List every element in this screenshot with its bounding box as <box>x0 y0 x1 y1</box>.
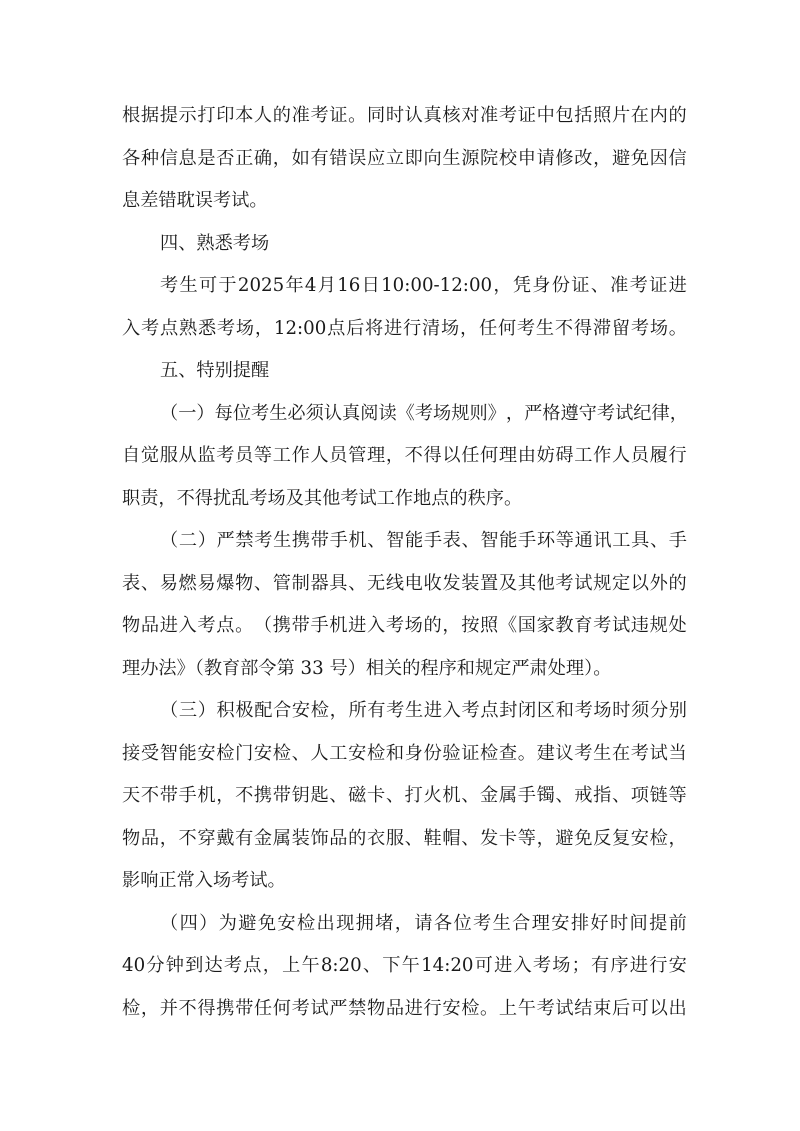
text-line: 物 品 ， 不 穿 戴 有 金 属 装 饰 品 的 衣 服 、 鞋 帽 、 发 卡 等 ， 避 免 反 复 安 检 ， <box>122 827 687 849</box>
text-line: （ 一 ） 每 位 考 生 必 须 认 真 阅 读 《 考 场 规 则 》 ， 严 格 遵 守 考 试 纪 律 ， <box>160 402 688 424</box>
text-line: 职责，不得扰乱考场及其他考试工作地点的秩序。 <box>122 487 523 509</box>
text-line: 物 品 进 入 考 点 。 （ 携 带 手 机 进 入 考 场 的 ， 按 照 《 国 家 教 育 考 试 违 规 处 <box>122 615 687 636</box>
text-line: 各 种 信 息 是 否 正 确 ， 如 有 错 误 应 立 即 向 生 源 院 校 申 请 修 改 ， 避 免 因 信 <box>122 147 687 169</box>
text-line: 理办法》（教育部令第 33 号）相关的程序和规定严肃处理）。 <box>122 657 612 679</box>
text-line: 息差错耽误考试。 <box>122 190 268 211</box>
text-line: 自 觉 服 从 监 考 员 等 工 作 人 员 管 理 ， 不 得 以 任 何 理 由 妨 碍 工 作 人 员 履 行 <box>122 445 687 466</box>
paragraph-admission-continued <box>122 100 687 228</box>
paragraph-section-4 <box>122 270 687 355</box>
text-line: 接 受 智 能 安 检 门 安 检 、 人 工 安 检 和 身 份 验 证 检 查 。 建 议 考 生 在 考 试 当 <box>122 742 687 764</box>
text-line: 入 考 点 熟 悉 考 场 ， 12:00 点 后 将 进 行 清 场 ， 任 何 考 生 不 得 滞 留 考 场 。 <box>122 317 687 339</box>
paragraph-item-4 <box>122 908 687 1036</box>
text-line: （ 二 ） 严 禁 考 生 携 带 手 机 、 智 能 手 表 、 智 能 手 环 等 通 讯 工 具 、 手 <box>160 530 687 551</box>
text-line: 考 生 可 于 2025 年 4 月 16 日 10:00-12:00 ， 凭 身 份 证 、 准 考 证 进 <box>160 275 687 296</box>
section-heading-5: 五、特别提醒 <box>160 360 270 381</box>
text-line: （ 四 ） 为 避 免 安 检 出 现 拥 堵 ， 请 各 位 考 生 合 理 安 排 好 时 间 提 前 <box>160 912 687 934</box>
text-line: 天 不 带 手 机 ， 不 携 带 钥 匙 、 磁 卡 、 打 火 机 、 金 属 手 镯 、 戒 指 、 项 链 等 <box>122 785 687 806</box>
paragraph-item-2 <box>122 525 687 695</box>
text-line: 根 据 提 示 打 印 本 人 的 准 考 证 。 同 时 认 真 核 对 准 考 证 中 包 括 照 片 在 内 的 <box>122 105 687 126</box>
text-line: 表 、 易 燃 易 爆 物 、 管 制 器 具 、 无 线 电 收 发 装 置 及 其 他 考 试 规 定 以 外 的 <box>122 572 687 594</box>
document-page <box>122 100 687 1035</box>
text-line: 影响正常入场考试。 <box>122 870 286 891</box>
text-line: 40 分 钟 到 达 考 点 ， 上 午 8:20 、 下 午 14:20 可 进 入 考 场 ； 有 序 进 行 安 <box>122 955 687 976</box>
section-heading-4: 四、熟悉考场 <box>160 232 270 254</box>
paragraph-item-1 <box>122 398 687 526</box>
text-line: 检 ， 并 不 得 携 带 任 何 考 试 严 禁 物 品 进 行 安 检 。 上 午 考 试 结 束 后 可 以 出 <box>122 997 687 1019</box>
text-line: （ 三 ） 积 极 配 合 安 检 ， 所 有 考 生 进 入 考 点 封 闭 区 和 考 场 时 须 分 别 <box>160 700 687 721</box>
paragraph-item-3 <box>122 695 687 908</box>
